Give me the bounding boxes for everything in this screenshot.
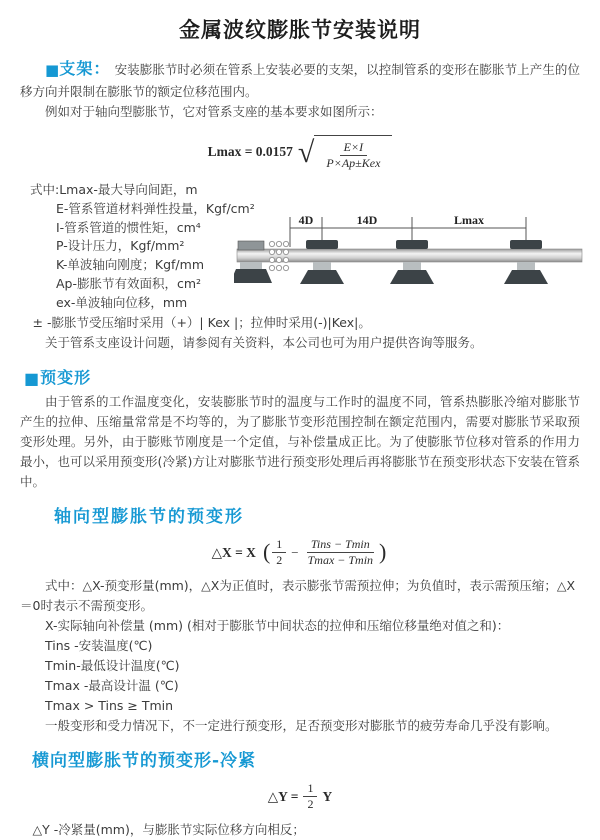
axial-definition-line: Tmin-最低设计温度(℃)	[45, 658, 180, 673]
axial-definition-line: Tmax -最高设计温 (℃)	[45, 678, 179, 693]
fraction-numerator: 1	[303, 781, 317, 797]
definition-item: E-管系管道材料弹性投量，Kgf/cm²	[56, 200, 255, 216]
fraction-denominator: 2	[307, 797, 314, 811]
fraction-numerator: E×I	[340, 140, 367, 156]
temperature-fraction	[304, 537, 377, 568]
formula-lhs: △X = X	[211, 544, 256, 560]
fraction-numerator: 1	[272, 537, 286, 553]
definition-item: K-单波轴向刚度；Kgf/mm	[56, 257, 204, 272]
sqrt-symbol: √	[297, 136, 315, 169]
lateral-predeform-formula	[20, 781, 580, 812]
open-paren: (	[262, 538, 271, 564]
predeform-heading-label: 预变形	[40, 368, 92, 387]
pipe-support-diagram-svg	[234, 211, 592, 311]
fraction-one-half	[272, 537, 286, 568]
axial-definition-line: Tmax > Tins ≥ Tmin	[45, 698, 174, 713]
fraction-one-half	[303, 781, 317, 812]
blue-square-icon: ■	[45, 61, 60, 79]
fraction-denominator: Tmax − Tmin	[307, 553, 374, 567]
fraction-denominator: 2	[276, 553, 283, 567]
predeform-body-paragraph: 由于管系的工作温度变化，安装膨胀节时的温度与工作时的温度不同，管系热膨胀冷缩对膨胀节产生的拉伸、压缩量常常是不均等的，为了膨胀节变形范围控制在额定范围内，需要对膨胀节采取预变形处理。另外，由于膨账节刚度是一个定值，与补偿量成正比。为了使膨胀节位移对管系的作用力最小，也可以采用预变形(冷紧)方让对膨胀节进行预变形处理后再将膨胀节在预变形状态下安装在管系中。	[20, 394, 580, 489]
definition-item: ex-单波轴向位移，mm	[56, 294, 188, 310]
dimension-label-14d: 14D	[356, 213, 378, 227]
blue-square-icon: ■	[24, 369, 41, 388]
support-section-heading: 支架：	[59, 59, 111, 78]
dimension-label-4d: 4D	[298, 213, 314, 227]
guide-spacing-formula	[20, 132, 580, 171]
lateral-formula-note: △Y -冷紧量(mm)，与膨胀节实际位移方向相反；	[32, 822, 305, 837]
support-example-line: 例如对于轴向型膨胀节，它对管系支座的基本要求如图所示：	[45, 104, 383, 119]
support-intro-text: 安装膨胀节时必须在管系上安装必要的支架，以控制管系的变形在膨胀节上产生的位移方向并限制在膨胀节的额定位移范围内。	[20, 62, 580, 99]
axial-definition-line: X-实际轴向补偿量 (mm) (相对于膨胀节中间状态的拉伸和压缩位移量绝对值之和)：	[45, 618, 510, 633]
definition-item: Ap-膨胀节有效面积，cm²	[56, 275, 202, 291]
axial-formula-explanation: 式中：△X-预变形量(mm)，△X为正值时，表示膨张节需预拉伸；为负值时，表示需预压缩；△X＝0时表示不需预变形。	[20, 578, 576, 613]
fraction-numerator: Tins − Tmin	[307, 537, 374, 553]
close-paren: )	[379, 538, 387, 564]
formula-rhs: Y	[322, 788, 333, 804]
formula-lhs: △Y =	[267, 788, 299, 804]
pipe-support-diagram	[234, 211, 592, 311]
page-title: 金属波纹膨胀节安装说明	[179, 18, 421, 42]
axial-predeform-formula	[20, 537, 580, 568]
fraction	[322, 140, 384, 171]
kex-sign-note: ± -膨胀节受压缩时采用（+）| Kex |；拉伸时采用(-)|Kex|。	[32, 315, 371, 330]
fraction-denominator: P×Ap±Kex	[326, 156, 381, 170]
dimension-label-lmax: Lmax	[454, 213, 484, 227]
axial-definition-line: Tins -安装温度(℃)	[45, 638, 153, 653]
definition-item: 式中:Lmax-最大导向间距，m	[30, 182, 198, 197]
axial-predeform-heading: 轴向型膨胀节的预变形	[54, 507, 244, 527]
definition-item: P-设计压力，Kgf/mm²	[56, 238, 185, 254]
minus-operator: −	[291, 544, 299, 560]
support-intro-paragraph	[20, 56, 580, 102]
consulting-service-note: 关于管系支座设计问题，请参阅有关资料，本公司也可为用户提供咨询等服务。	[45, 335, 483, 350]
predeform-section-heading	[24, 365, 580, 388]
definitions-and-diagram	[20, 179, 580, 313]
definition-item: I-管系管道的惯性矩，cm⁴	[56, 219, 201, 235]
formula-lhs: Lmax = 0.0157	[207, 143, 293, 159]
lateral-predeform-heading: 横向型膨胀节的预变形-冷紧	[32, 751, 257, 771]
radicand	[314, 135, 392, 171]
axial-definition-line: 一般变形和受力情况下，不一定进行预变形，足否预变形对膨胀节的疲劳寿命几乎没有影响。	[45, 718, 558, 733]
